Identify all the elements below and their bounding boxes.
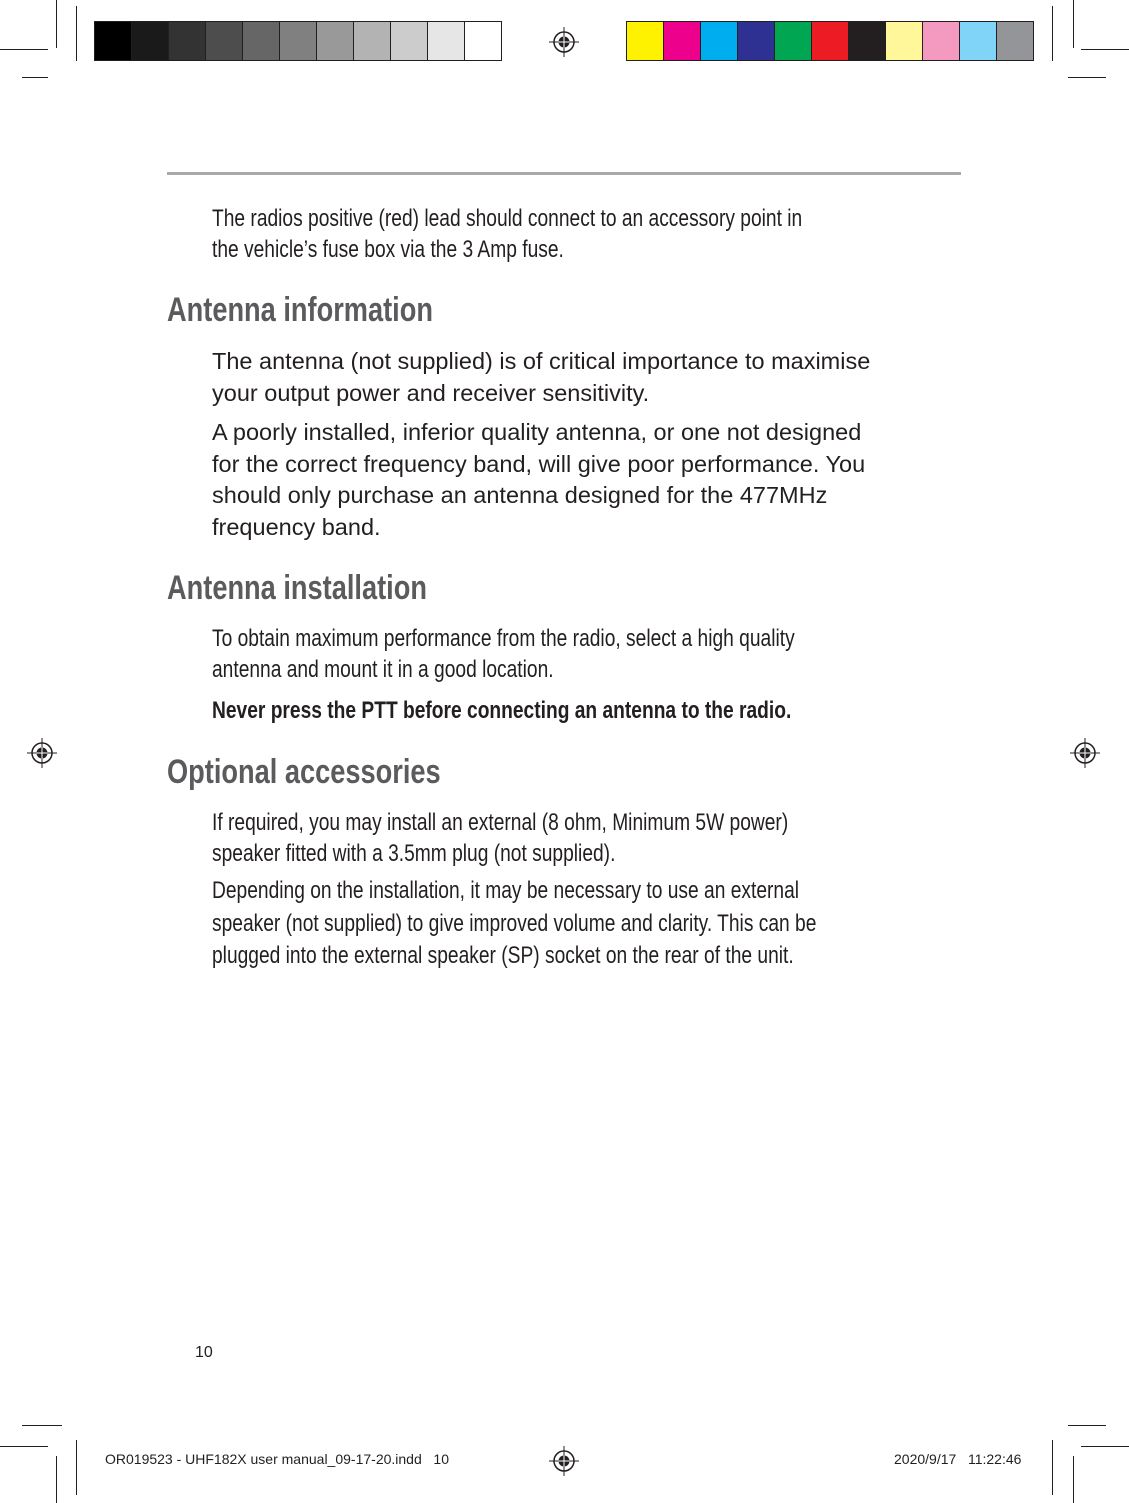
crop-mark-tr-v <box>1073 0 1074 48</box>
accessories-paragraph-1 <box>212 807 788 869</box>
registration-mark-bottom-icon <box>549 1446 579 1476</box>
gray-swatch-9 <box>391 22 428 60</box>
gray-swatch-7 <box>317 22 354 60</box>
intro-line-1: The radios positive (red) lead should connect to an accessory point in <box>212 205 803 232</box>
heading-antenna-installation: Antenna installation <box>167 569 427 607</box>
antenna-info-paragraph-1 <box>212 346 870 409</box>
antenna-info-p1-line-2: your output power and receiver sensitivity. <box>212 379 650 406</box>
crop-mark-tl-h <box>0 49 48 50</box>
gray-swatch-3 <box>169 22 206 60</box>
color-swatch-8 <box>886 22 923 60</box>
crop-mark-tr-h <box>1081 49 1129 50</box>
crop-mark-tr-h2 <box>1068 77 1106 78</box>
color-swatch-10 <box>960 22 997 60</box>
crop-mark-bl-v <box>56 1456 57 1503</box>
slug-filename: OR019523 - UHF182X user manual_09-17-20.indd 10 <box>105 1451 449 1467</box>
crop-mark-br-v <box>1073 1456 1074 1503</box>
crop-mark-br-h2 <box>1081 1446 1129 1447</box>
color-swatch-4 <box>738 22 775 60</box>
heading-antenna-information: Antenna information <box>167 291 433 329</box>
gray-swatch-8 <box>354 22 391 60</box>
accessories-p2-line-1: Depending on the installation, it may be necessary to use an external <box>212 877 800 904</box>
accessories-p1-line-2: speaker fitted with a 3.5mm plug (not supplied). <box>212 840 616 867</box>
antenna-info-p2-line-4: frequency band. <box>212 513 381 540</box>
color-swatch-11 <box>997 22 1033 60</box>
antenna-info-p2-line-2: for the correct frequency band, will give poor performance. You <box>212 450 866 477</box>
accessories-paragraph-2 <box>212 875 816 973</box>
gray-swatch-1 <box>95 22 132 60</box>
color-swatch-2 <box>664 22 701 60</box>
grayscale-color-bar <box>94 21 502 61</box>
antenna-info-p2-line-1: A poorly installed, inferior quality antenna, or one not designed <box>212 419 862 445</box>
antenna-info-paragraph-2 <box>212 417 865 543</box>
gray-swatch-2 <box>132 22 169 60</box>
slug-timestamp: 2020/9/17 11:22:46 <box>894 1451 1022 1467</box>
color-swatch-6 <box>812 22 849 60</box>
crop-mark-bl-v2 <box>76 1440 77 1495</box>
heading-optional-accessories: Optional accessories <box>167 753 441 791</box>
gray-swatch-5 <box>243 22 280 60</box>
color-swatch-5 <box>775 22 812 60</box>
color-swatch-3 <box>701 22 738 60</box>
crop-mark-tl-v2 <box>76 6 77 61</box>
intro-line-2: the vehicle’s fuse box via the 3 Amp fuse. <box>212 236 564 263</box>
accessories-p2-line-2: speaker (not supplied) to give improved volume and clarity. This can be <box>212 909 817 937</box>
accessories-p1-line-1: If required, you may install an external (8 ohm, Minimum 5W power) <box>212 809 789 836</box>
page-number: 10 <box>195 1344 213 1361</box>
gray-swatch-6 <box>280 22 317 60</box>
antenna-install-p1-line-2: antenna and mount it in a good location. <box>212 656 554 683</box>
registration-mark-top-icon <box>549 27 579 57</box>
crop-mark-br-v2 <box>1052 1440 1053 1495</box>
process-color-bar <box>626 21 1034 61</box>
registration-mark-right-icon <box>1070 738 1100 768</box>
antenna-install-paragraph-1 <box>212 623 795 685</box>
color-swatch-9 <box>923 22 960 60</box>
crop-mark-tl-h2 <box>22 77 48 78</box>
color-swatch-1 <box>627 22 664 60</box>
crop-mark-br-h <box>1068 1425 1106 1426</box>
gray-swatch-10 <box>428 22 465 60</box>
antenna-info-p2-line-3: should only purchase an antenna designed for the 477MHz <box>212 482 828 508</box>
intro-paragraph <box>212 203 802 265</box>
crop-mark-bl-h <box>22 1425 62 1426</box>
antenna-install-p1-line-1: To obtain maximum performance from the radio, select a high quality <box>212 625 795 652</box>
header-rule <box>167 172 961 175</box>
registration-mark-left-icon <box>27 738 57 768</box>
crop-mark-bl-h2 <box>0 1446 48 1447</box>
color-swatch-7 <box>849 22 886 60</box>
crop-mark-tl-v <box>56 0 57 48</box>
crop-mark-tr-v2 <box>1052 6 1053 61</box>
antenna-install-warning: Never press the PTT before connecting an antenna to the radio. <box>212 697 792 724</box>
accessories-p2-line-3: plugged into the external speaker (SP) socket on the rear of the unit. <box>212 942 794 969</box>
gray-swatch-4 <box>206 22 243 60</box>
antenna-info-p1-line-1: The antenna (not supplied) is of critical importance to maximise <box>212 348 871 374</box>
gray-swatch-11 <box>465 22 501 60</box>
